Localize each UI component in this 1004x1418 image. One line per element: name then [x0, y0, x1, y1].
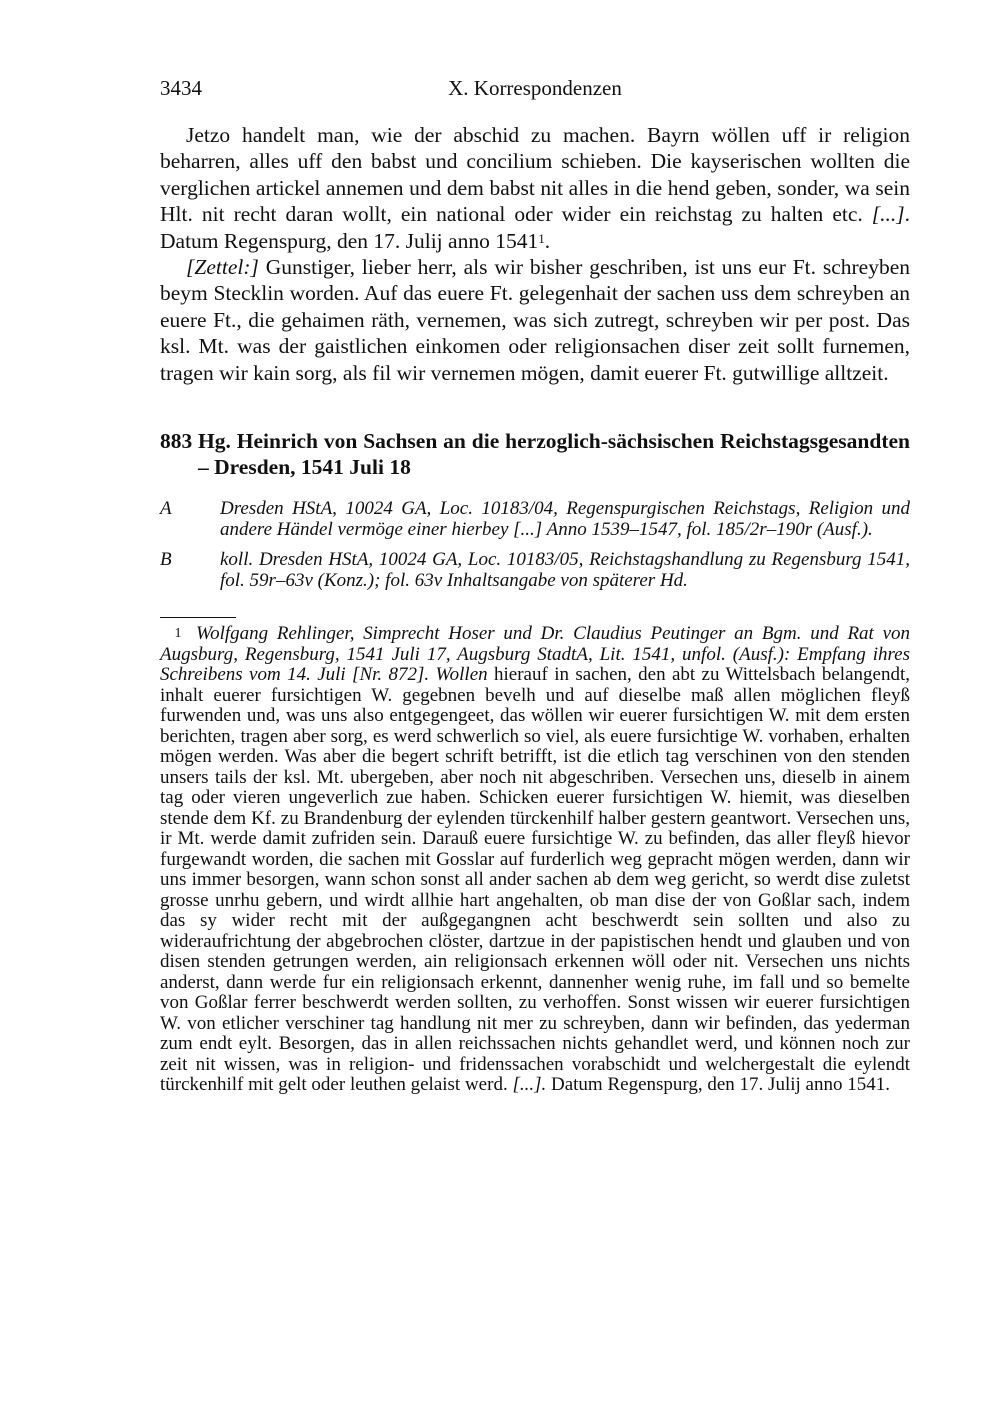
footnote-reference[interactable]: 1 — [538, 230, 545, 246]
source-letter: A — [160, 498, 172, 520]
source-list — [160, 498, 910, 591]
source-text: Dresden HStA, 10024 GA, Loc. 10183/04, Regenspurgischen Reichstags, Religion und andere Händel vermöge einer hierbey [...] Anno 1539–1547, fol. 185/2r–190r (Ausf.). — [220, 498, 910, 541]
entry-number: 883 — [160, 429, 193, 454]
source-letter: B — [160, 549, 172, 571]
source-item — [160, 498, 910, 540]
footnote-mark: 1 — [174, 626, 182, 642]
footnote-separator — [160, 617, 236, 618]
omission-mark: [...]. — [512, 1074, 547, 1096]
document-page — [160, 76, 910, 1096]
source-text: koll. Dresden HStA, 10024 GA, Loc. 10183/05, Reichstagshandlung zu Regensburg 1541, fol. 59r–63v (Konz.); fol. 63v Inhaltsangabe von späterer Hd. — [220, 549, 910, 592]
page-number: 3434 — [160, 76, 202, 100]
paragraph-2: [Zettel:] Gunstiger, lieber herr, als wir bisher geschriben, ist uns eur Ft. schreyben beym Stecklin worden. Auf das euere Ft. gelegenhait der sachen uss dem schreyben an euere Ft., die gehaimen räth, vernemen, was sich zutregt, schreyben wir per post. Das ksl. Mt. was der gaistlichen einkomen oder religionsachen diser zeit sollt furnemen, tragen wir kain sorg, als fil wir vernemen mögen, damit euerer Ft. gutwillige alltzeit. — [160, 255, 910, 385]
paragraph-1: Jetzo handelt man, wie der abschid zu machen. Bayrn wöllen uff ir religion beharren, alles uff den babst und concilium schieben. Die kayserischen wollten die verglichen artickel annemen und dem babst nit alles in die hend geben, sonder, wa sein Hlt. nit recht daran wollt, ein national oder wider ein reichstag zu halten etc. [...]. Datum Regenspurg, den 17. Julij anno 1541$^1$. — [160, 123, 910, 253]
entry-title: Hg. Heinrich von Sachsen an die herzoglich-sächsischen Reichstagsgesandten – Dresden, 1541 Juli 18 — [198, 429, 910, 480]
source-item — [160, 549, 910, 591]
entry-heading — [160, 428, 910, 480]
main-text — [160, 122, 910, 386]
running-head: X. Korrespondenzen — [448, 76, 622, 100]
omission-mark: [...] — [871, 202, 905, 227]
page-header — [160, 76, 910, 106]
zettel-label: [Zettel:] — [186, 255, 259, 280]
footnote-1: 1 Wolfgang Rehlinger, Simprecht Hoser und Dr. Claudius Peutinger an Bgm. und Rat von Augsburg, Regensburg, 1541 Juli 17, Augsburg StadtA, Lit. 1541, unfol. (Ausf.): Empfang ihres Schreibens vom 14. Juli [Nr. 872]. Wollen hierauf in sachen, den abt zu Wittelsbach belangendt, inhalt euerer fursichtigen W. gegebnen bevelh und auf dieselbe maß allen möglichen fleyß furwenden und, was uns also entgegengeet, das wöllen wir euerer fursichtigen W. mit dem ersten berichten, tragen aber sorg, es werd schwerlich so viel, als euere fursichtige W. vorhaben, erhalten mögen werden. Was aber die begert schrift betrifft, ist die etlich tag verschinen von den stenden unsers tails der ksl. Mt. ubergeben, aber noch nit abgeschriben. Versechen uns, dieselb in ainem tag oder vieren ungeverlich zue haben. Schicken euerer fursichtigen W. hiemit, was dieselben stende dem Kf. zu Brandenburg der eylenden türckenhilf halber gestern geantwort. Versechen uns, ir Mt. werde damit zufriden sein. Darauß euere fursichtige W. zu befinden, das aller fleyß hievor furgewandt worden, die sachen mit Gosslar auf furderlich weg gepracht mögen werden, dann wir uns immer besorgen, wann schon sonst all ander sachen ab dem weg gericht, so werdt dise zuletst grosse unrhu gebern, und wirdt allhie hart angehalten, ob man dise der von Goßlar sach, indem das sy wider recht mit der außgegangnen acht beschwerdt sein sollten und also zu wideraufrichtung der abgebrochen clöster, dartzue in der papistischen hendt und glauben und von disen stenden getrungen werden, ain religionsach erkennen wöll oder nit. Versechen uns nichts anderst, dann werde fur ein religionsach erkennt, dannenher wenig ruhe, im fall und so bemelte von Goßlar ferrer beschwerdt werden sollten, zu verhoffen. Sonst wissen wir euerer fursichtigen W. von etlicher verschiner tag handlung nit mer zu schreyben, dann wir befinden, das yederman zum endt eylt. Besorgen, das in allen reichssachen nichts gehandlet werd, und können noch zur zeit nit wissen, was in religion- und fridenssachen vorabschidt und welchergestalt die eylendt türckenhilf mit gelt oder leuthen gelaist werd. [...]. Datum Regenspurg, den 17. Julij anno 1541. — [160, 623, 910, 1096]
